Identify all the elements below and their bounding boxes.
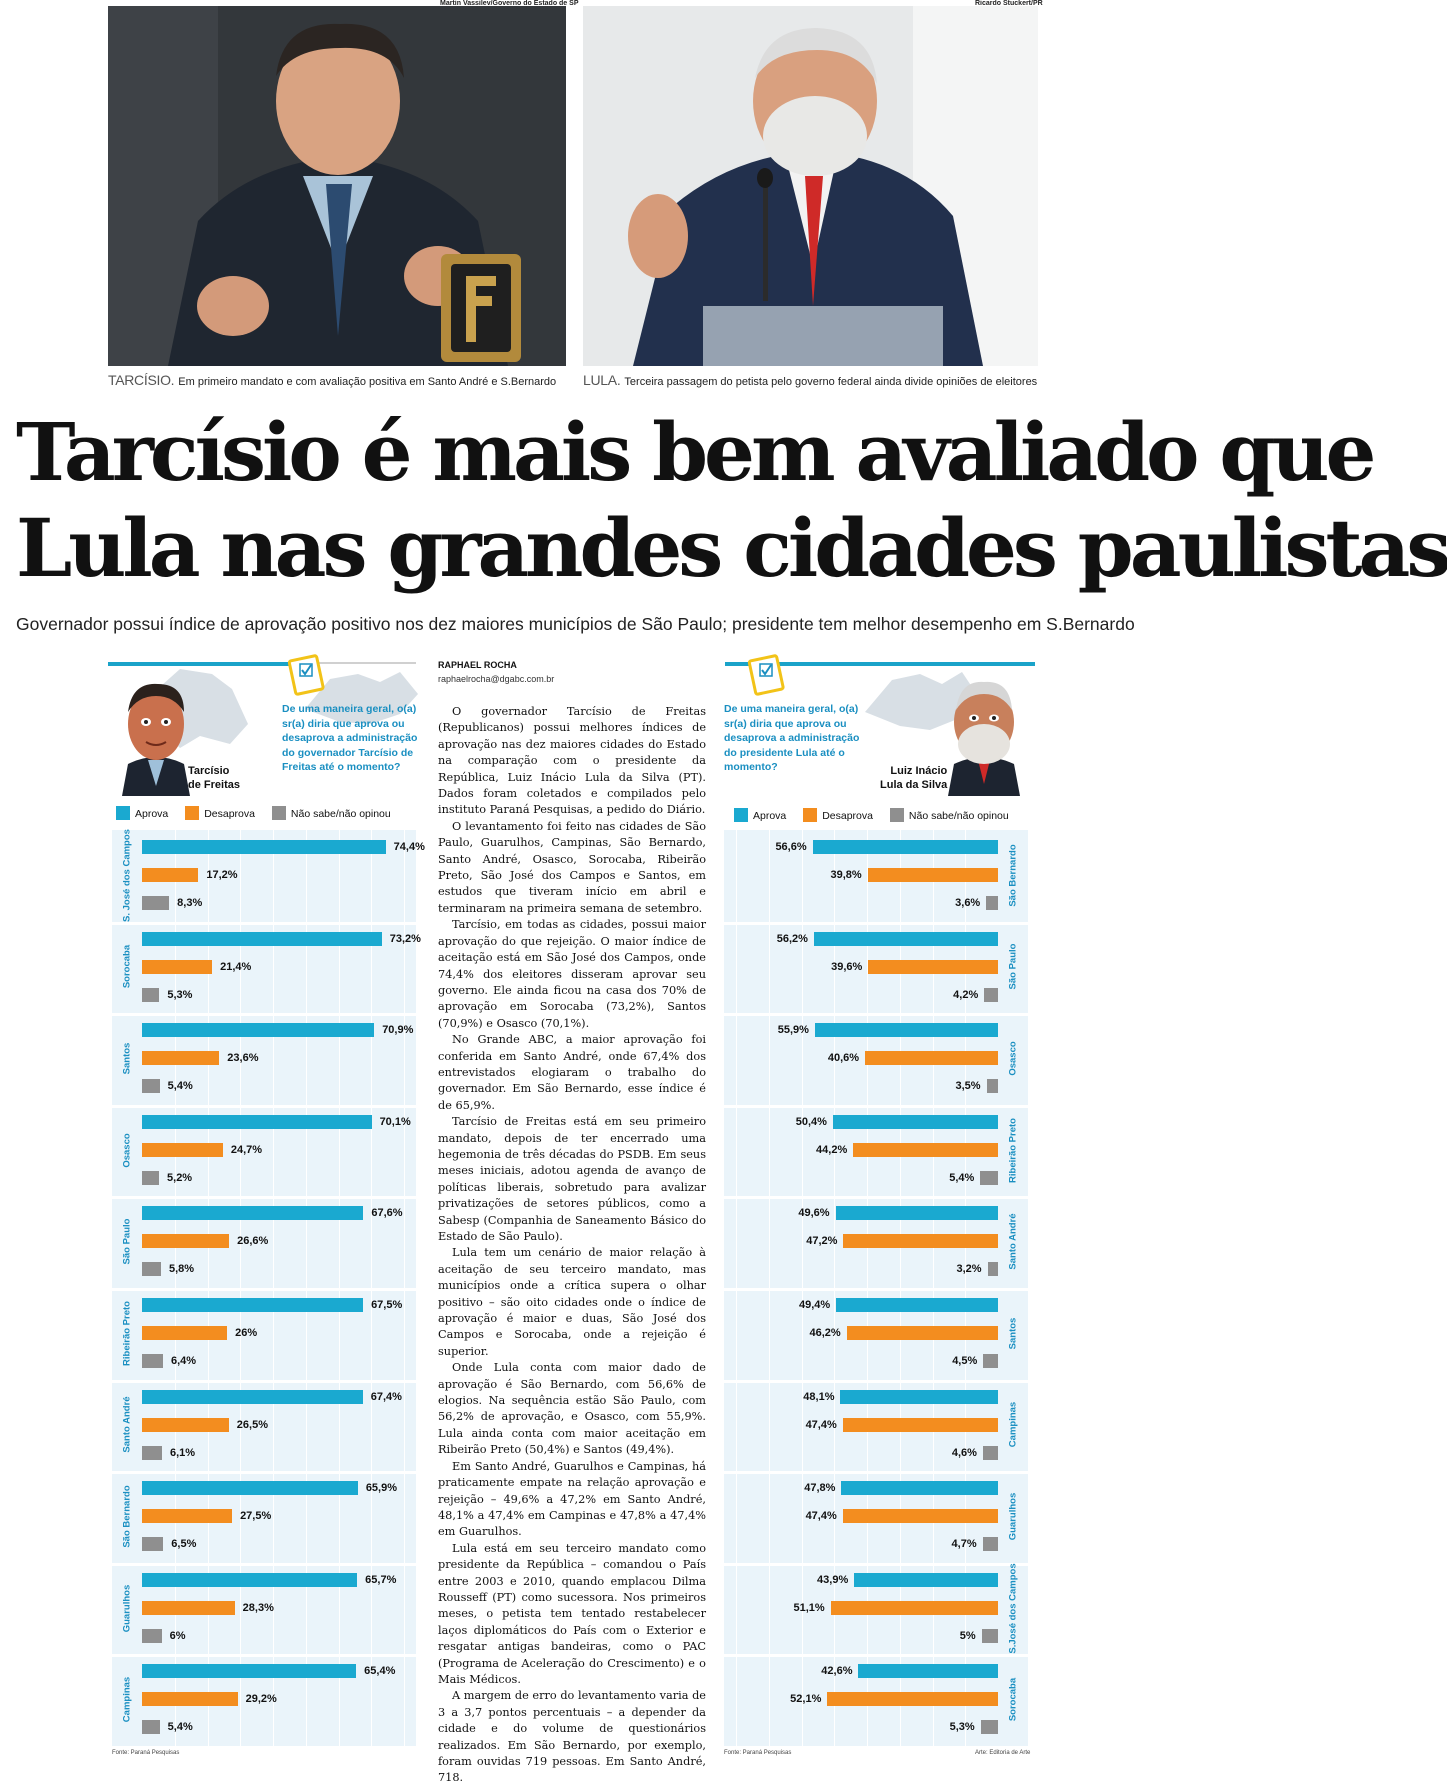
bar-aprova [142, 1023, 374, 1037]
value-label: 65,9% [365, 1482, 398, 1495]
value-label: 55,9% [777, 1024, 809, 1037]
bar-aprova [142, 1390, 363, 1404]
value-label: 47,2% [806, 1235, 838, 1248]
city-label: S.José dos Campos [1007, 1562, 1019, 1654]
article-paragraph: Lula tem um cenário de maior relação à aceitação de seu terceiro mandato, mas municípios onde a crítica supera o olhar positivo – são oito cidades onde o índice de aprovação é maior e duas, São José dos Campos e Sorocaba, onde a rejeição é superior. [438, 1246, 706, 1358]
legend-left [116, 806, 405, 820]
byline-email[interactable]: raphaelrocha@dgabc.com.br [438, 674, 555, 684]
bar-aprova [840, 1390, 998, 1404]
bar-desaprova [142, 1234, 229, 1248]
value-label: 47,4% [805, 1418, 837, 1431]
caption-text: Terceira passagem do petista pelo governo federal ainda divide opiniões de eleitores [624, 376, 1038, 388]
bar-desaprova [142, 1601, 235, 1615]
bar-nao-sabe [983, 1354, 998, 1368]
legend-label: Aprova [135, 808, 169, 820]
city-label: Guarulhos [1007, 1492, 1019, 1541]
checklist-icon [288, 654, 324, 694]
value-label: 47,8% [804, 1482, 836, 1495]
bar-desaprova [827, 1692, 998, 1706]
value-label: 3,5% [955, 1080, 981, 1093]
bar-desaprova [142, 1509, 232, 1523]
value-label: 48,1% [803, 1390, 835, 1403]
article-paragraph: O levantamento foi feito nas cidades de São Paulo, Guarulhos, Campinas, São Bernardo, Santo André, Osasco, Sorocaba, Ribeirão Preto, São José dos Campos e Santos, em estudos que tiveram início em abril e terminaram na primeira semana de setembro. [438, 819, 706, 915]
city-label: São Paulo [1007, 943, 1019, 990]
value-label: 39,6% [831, 960, 863, 973]
caption-text: Em primeiro mandato e com avaliação positiva em Santo André e S.Bernardo [178, 376, 557, 388]
subheadline: Governador possui índice de aprovação positivo nos dez maiores municípios de São Paulo; presidente tem melhor desempenho em S.Bernardo [16, 614, 1135, 634]
bar-nao-sabe [142, 1537, 163, 1551]
value-label: 5,4% [167, 1080, 193, 1093]
bar-nao-sabe [142, 1446, 162, 1460]
value-label: 5,3% [167, 988, 193, 1001]
person-name-line1: Tarcísio [188, 765, 230, 777]
bar-aprova [813, 840, 998, 854]
bar-nao-sabe [142, 1262, 161, 1276]
value-label: 29,2% [245, 1693, 277, 1706]
value-label: 56,6% [775, 841, 807, 853]
city-separator [112, 1105, 416, 1108]
city-label: Santos [1007, 1317, 1019, 1350]
value-label: 65,4% [364, 1665, 396, 1678]
tarcisio-illustration [108, 6, 566, 366]
bar-desaprova [843, 1509, 998, 1523]
survey-question-left: De uma maneira geral, o(a) sr(a) diria que aprova ou desaprova a administração do governador Tarcísio de Freitas até o momento? [282, 703, 418, 773]
bar-desaprova [142, 868, 198, 882]
city-separator [112, 1196, 416, 1199]
value-label: 26,6% [237, 1235, 269, 1248]
bar-nao-sabe [142, 1720, 160, 1734]
person-name-line2: Lula da Silva [880, 779, 948, 791]
article-paragraph: A margem de erro do levantamento varia de 3 a 3,7 pontos percentuais – a depender da cidade e do volume de questionários realizados. Em São Bernardo, por exemplo, foram ouvidas 719 pessoas. Em Santo André, 718. [438, 1689, 706, 1785]
bar-desaprova [142, 1051, 219, 1065]
chart-source-left: Fonte: Paraná Pesquisas [112, 1750, 180, 1756]
chart-source-right: Fonte: Paraná Pesquisas [724, 1750, 792, 1756]
headline-line-2: Lula nas grandes cidades paulistas [16, 501, 1447, 595]
legend-item-aprova [734, 808, 786, 822]
value-label: 49,4% [799, 1299, 831, 1311]
value-label: 4,5% [952, 1355, 978, 1367]
legend-label: Não sabe/não opinou [290, 808, 391, 820]
value-label: 74,4% [393, 841, 425, 853]
value-label: 51,1% [793, 1601, 825, 1614]
city-label: Ribeirão Preto [121, 1300, 133, 1366]
bar-aprova [142, 1298, 363, 1312]
value-label: 44,2% [816, 1143, 848, 1156]
value-label: 70,1% [379, 1115, 411, 1128]
value-label: 4,7% [951, 1538, 977, 1551]
survey-question-right: De uma maneira geral, o(a) sr(a) diria que aprova ou desaprova a administração do presidente Lula até o momento? [724, 703, 860, 773]
value-label: 5,2% [167, 1171, 193, 1184]
bar-nao-sabe [142, 1079, 160, 1093]
value-label: 47,4% [805, 1510, 837, 1523]
bar-aprova [142, 840, 386, 854]
value-label: 42,6% [821, 1665, 853, 1678]
person-name-lula [880, 764, 947, 792]
bar-aprova [854, 1573, 998, 1587]
city-separator [724, 1196, 1028, 1199]
bar-desaprova [843, 1234, 998, 1248]
lula-caricature-icon [944, 672, 1024, 796]
city-label: Guarulhos [121, 1584, 133, 1632]
city-label: Sorocaba [1007, 1678, 1019, 1722]
legend-item-nao-sabe [272, 806, 391, 820]
person-name-line2: de Freitas [188, 779, 240, 791]
photo-credit-lula: Ricardo Stuckert/PR [975, 0, 1043, 7]
value-label: 50,4% [795, 1115, 827, 1128]
value-label: 8,3% [177, 897, 203, 909]
legend-label: Desaprova [822, 810, 873, 822]
bar-aprova [142, 1115, 372, 1129]
city-separator [112, 1288, 416, 1291]
article-body [438, 704, 706, 1785]
legend-label: Não sabe/não opinou [908, 810, 1009, 822]
city-separator [724, 922, 1028, 925]
value-label: 26,5% [236, 1418, 268, 1431]
city-label: Ribeirão Preto [1007, 1117, 1019, 1183]
value-label: 56,2% [776, 932, 808, 945]
value-label: 27,5% [240, 1510, 272, 1523]
article-paragraph: Onde Lula conta com maior dado de aprovação é São Bernardo, com 56,6% de elogios. Na sequência estão São Paulo, com 56,2% de aprovação, e Osasco, com 55,9%. Lula ainda conta com maior aceitação em Ribeirão Preto (50,4%) e Santos (49,4%). [438, 1361, 706, 1457]
bar-aprova [833, 1115, 998, 1129]
city-separator [112, 1471, 416, 1474]
article-paragraph: No Grande ABC, a maior aprovação foi conferida em Santo André, onde 67,4% dos entrevistados elogiaram o trabalho do governador. Em São Bernardo, esse índice é de 65,9%. [438, 1033, 706, 1112]
bar-aprova [836, 1206, 998, 1220]
bar-desaprova [831, 1601, 998, 1615]
bar-nao-sabe [983, 1446, 998, 1460]
bar-nao-sabe [982, 1629, 998, 1643]
photo-tarcisio [108, 6, 566, 366]
legend-item-desaprova [803, 808, 873, 822]
value-label: 52,1% [790, 1693, 822, 1706]
value-label: 6,4% [170, 1355, 197, 1367]
caption-tarcisio [108, 372, 556, 388]
chart-credit-right: Arte: Editoria de Arte [975, 1750, 1031, 1756]
bar-desaprova [868, 868, 998, 882]
value-label: 6% [169, 1629, 186, 1642]
bar-nao-sabe [981, 1720, 998, 1734]
city-separator [112, 1380, 416, 1383]
bar-desaprova [142, 960, 212, 974]
city-label: São Bernardo [121, 1485, 133, 1548]
value-label: 21,4% [220, 960, 252, 973]
value-label: 6,5% [171, 1538, 197, 1551]
checklist-icon [748, 654, 784, 694]
value-label: 46,2% [809, 1327, 841, 1339]
legend-item-desaprova [185, 806, 255, 820]
bar-desaprova [865, 1051, 998, 1065]
city-label: São Bernardo [1007, 844, 1019, 907]
value-label: 5% [959, 1629, 976, 1642]
city-label: Campinas [1007, 1402, 1019, 1448]
bar-aprova [142, 1206, 363, 1220]
legend-right [734, 808, 1023, 822]
city-label: S. José dos Campos [121, 828, 133, 922]
legend-label: Aprova [753, 810, 787, 822]
byline-author: RAPHAEL ROCHA [438, 660, 517, 670]
legend-item-nao-sabe [890, 808, 1009, 822]
bar-aprova [841, 1481, 998, 1495]
value-label: 5,4% [167, 1721, 193, 1734]
city-separator [724, 1105, 1028, 1108]
legend-label: Desaprova [204, 808, 255, 820]
value-label: 4,6% [951, 1446, 977, 1459]
bar-aprova [142, 932, 382, 946]
city-separator [112, 1563, 416, 1566]
bar-aprova [858, 1664, 998, 1678]
bar-nao-sabe [987, 1079, 998, 1093]
city-separator [112, 1654, 416, 1657]
city-separator [724, 1380, 1028, 1383]
city-separator [112, 1013, 416, 1016]
city-separator [724, 1013, 1028, 1016]
value-label: 6,1% [169, 1446, 196, 1459]
bar-nao-sabe [984, 988, 998, 1002]
bar-nao-sabe [142, 1629, 162, 1643]
value-label: 70,9% [382, 1024, 414, 1037]
bar-aprova [814, 932, 998, 946]
article-paragraph: Tarcísio de Freitas está em seu primeiro mandato, depois de ter encerrado uma hegemonia de três décadas do PSDB. Em seus meses iniciais, adotou agenda de avanço de políticas liberais, sobretudo para avalizar privatizações de setores públicos, como a Sabesp (Companhia de Saneamento Básico do Estado de São Paulo). [438, 1115, 706, 1243]
person-name-line1: Luiz Inácio [890, 765, 948, 777]
photo-lula [583, 6, 1038, 366]
city-label: São Paulo [121, 1218, 133, 1265]
bar-nao-sabe [142, 1171, 159, 1185]
bar-nao-sabe [142, 896, 169, 910]
city-label: Osasco [121, 1132, 133, 1168]
city-label: Osasco [1007, 1041, 1019, 1076]
bar-desaprova [868, 960, 998, 974]
bar-aprova [142, 1573, 357, 1587]
bar-nao-sabe [142, 1354, 163, 1368]
bar-nao-sabe [983, 1537, 998, 1551]
value-label: 39,8% [830, 869, 862, 881]
value-label: 73,2% [389, 932, 421, 945]
city-separator [724, 1471, 1028, 1474]
bar-desaprova [142, 1418, 229, 1432]
caption-key: TARCÍSIO. [108, 372, 175, 388]
value-label: 17,2% [206, 869, 238, 881]
city-label: Sorocaba [121, 945, 133, 989]
city-label: Santo André [1007, 1213, 1019, 1270]
value-label: 49,6% [798, 1207, 830, 1220]
city-separator [724, 1563, 1028, 1566]
value-label: 5,8% [168, 1263, 195, 1276]
value-label: 23,6% [227, 1052, 259, 1065]
caption-lula [583, 372, 1037, 388]
bar-aprova [836, 1298, 998, 1312]
tarcisio-caricature-icon [118, 676, 194, 796]
city-label: Santos [121, 1042, 133, 1075]
value-label: 67,5% [371, 1299, 403, 1311]
bar-nao-sabe [986, 896, 998, 910]
bar-desaprova [142, 1326, 227, 1340]
bar-desaprova [847, 1326, 998, 1340]
photo-credit-tarcisio: Martin Vassilev/Governo do Estado de SP [440, 0, 579, 7]
value-label: 4,2% [953, 988, 979, 1001]
bar-desaprova [843, 1418, 998, 1432]
bar-nao-sabe [980, 1171, 998, 1185]
chart-tarcisio [112, 828, 425, 1746]
city-separator [724, 1654, 1028, 1657]
bar-desaprova [142, 1692, 238, 1706]
value-label: 43,9% [817, 1573, 849, 1586]
city-label: Campinas [121, 1676, 133, 1723]
bar-aprova [142, 1664, 356, 1678]
bar-desaprova [142, 1143, 223, 1157]
article-paragraph: Tarcísio, em todas as cidades, possui maior aprovação do que rejeição. O maior índice de aceitação está em São José dos Campos, onde 74,4% dos eleitores disseram aprovar seu governo. Ele ainda ficou na casa dos 70% de aprovação em Sorocaba (73,2%), Santos (70,9%) e Osasco (70,1%). [438, 918, 706, 1030]
chart-lula [724, 830, 1028, 1746]
value-label: 5,3% [949, 1721, 975, 1734]
bar-nao-sabe [142, 988, 159, 1002]
value-label: 28,3% [242, 1601, 274, 1614]
value-label: 3,2% [956, 1263, 982, 1276]
value-label: 3,6% [955, 897, 981, 909]
article-paragraph: Em Santo André, Guarulhos e Campinas, há praticamente empate na relação aprovação e rejeição – 49,6% a 47,2% em Santo André, 48,1% a 47,4% em Campinas e 47,8% a 47,4% em Guarulhos. [438, 1459, 706, 1539]
bar-nao-sabe [988, 1262, 998, 1276]
headline-line-1: Tarcísio é mais bem avaliado que [16, 405, 1373, 499]
bar-desaprova [853, 1143, 998, 1157]
caption-key: LULA. [583, 372, 621, 388]
value-label: 26% [235, 1327, 258, 1339]
city-label: Santo André [121, 1396, 133, 1453]
person-name-tarcisio [188, 764, 240, 792]
headline [16, 404, 1447, 596]
lula-illustration [583, 6, 1038, 366]
article-paragraph: O governador Tarcísio de Freitas (Republicanos) possui melhores índices de aprovação nas dez maiores cidades do Estado na comparação com o presidente da República, Luiz Inácio Lula da Silva (PT). Dados foram coletados e compilados pelo instituto Paraná Pesquisas, a pedido do Diário. [438, 705, 706, 817]
bar-aprova [142, 1481, 358, 1495]
article-paragraph: Lula está em seu terceiro mandato como presidente da República – comandou o País entre 2003 e 2010, quando emplacou Dilma Rousseff (PT) como sucessora. Nos primeiros meses, o petista tem tentado restabelecer laços diplomáticos do País com o Exterior e resgatar antigas bandeiras, como o PAC (Programa de Aceleração do Crescimento) e o Mais Médicos. [438, 1541, 706, 1686]
value-label: 40,6% [827, 1052, 860, 1065]
value-label: 24,7% [230, 1143, 263, 1156]
value-label: 5,4% [949, 1171, 975, 1184]
city-separator [112, 922, 416, 925]
value-label: 67,6% [371, 1207, 403, 1220]
bar-aprova [815, 1023, 998, 1037]
city-separator [724, 1288, 1028, 1291]
value-label: 65,7% [365, 1573, 397, 1586]
value-label: 67,4% [370, 1390, 402, 1403]
